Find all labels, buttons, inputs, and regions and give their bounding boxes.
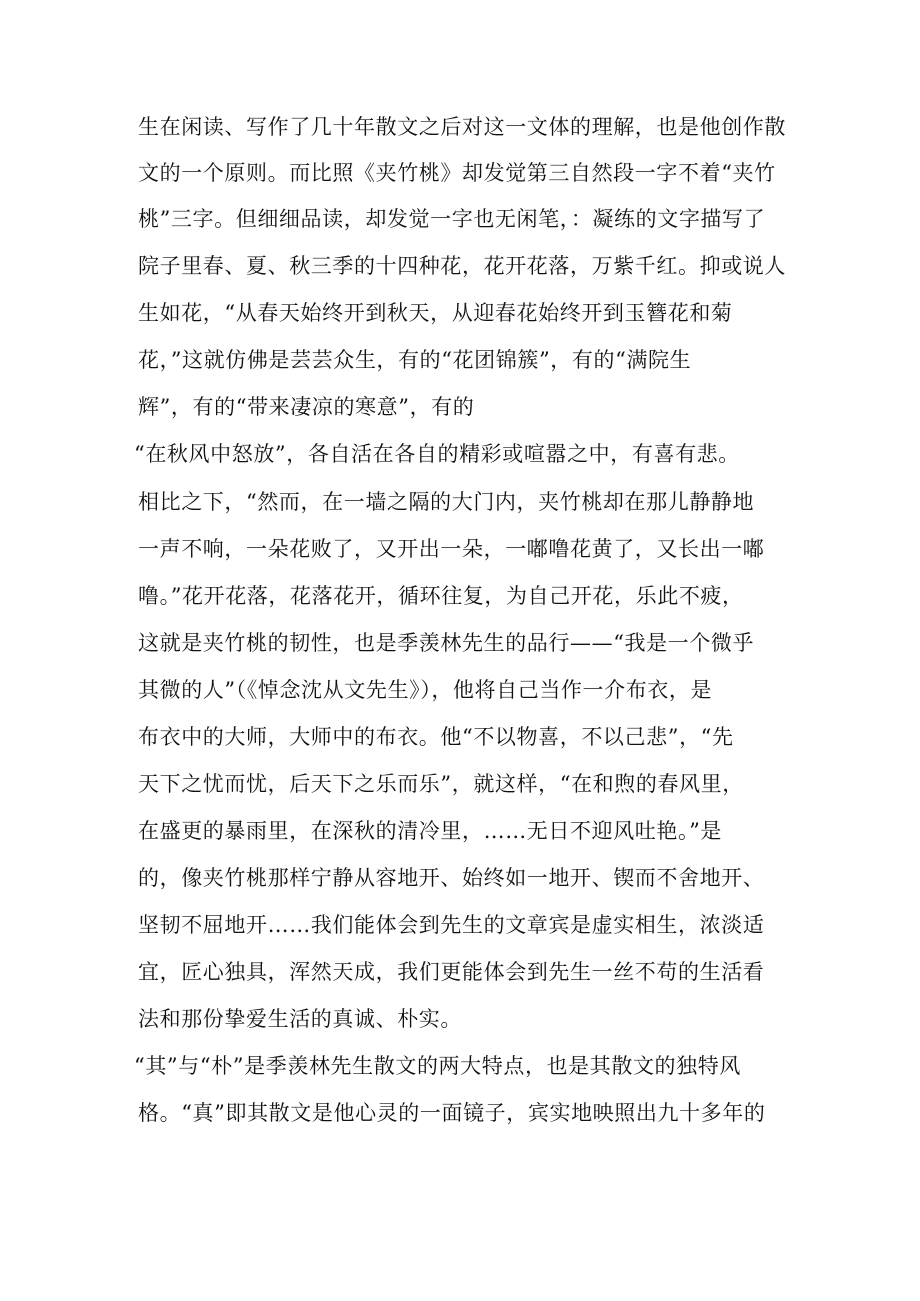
text-line: 生在闲读、写作了几十年散文之后对这一文体的理解，也是他创作散 [138,115,786,139]
text-line: 这就是夹竹桃的韧性，也是季羡林先生的品行——“我是一个微乎 [138,631,755,655]
text-line: 噜。”花开花落，花落花开，循环往复，为自己开花，乐此不疲， [138,584,744,608]
text-line: 花，”这就仿佛是芸芸众生，有的“花团锦簇”，有的“满院生 [138,348,692,372]
text-line: 布衣中的大师，大师中的布衣。他“不以物喜，不以己悲”，“先 [138,725,734,749]
text-line: 生如花，“从春天始终开到秋天，从迎春花始终开到玉簪花和菊 [138,301,733,325]
text-line: 其微的人”（《悼念沈从文先生》），他将自己当作一介布衣，是 [138,678,713,702]
text-line: 的，像夹竹桃那样宁静从容地开、始终如一地开、锲而不舍地开、 [138,866,765,890]
text-line: 院子里春、夏、秋三季的十四种花，花开花落，万紫千红。抑或说人 [138,254,786,278]
text-line: 文的一个原则。而比照《夹竹桃》却发觉第三自然段一字不着“夹竹 [138,161,776,185]
text-line: 桃”三字。但细细品读，却发觉一字也无闲笔，：凝练的文字描写了 [138,207,766,231]
text-line: 辉”，有的“带来凄凉的寒意”，有的 [138,395,475,419]
text-line: “在秋风中怒放”，各自活在各自的精彩或喧嚣之中，有喜有悲。 [134,442,740,466]
text-line: 格。“真”即其散文是他心灵的一面镜子，宾实地映照出九十多年的 [138,1101,766,1125]
text-line: 一声不响，一朵花败了，又开出一朵，一嘟噜花黄了，又长出一嘟 [138,537,765,561]
text-line: “其”与“朴”是季羡林先生散文的两大特点，也是其散文的独特风 [134,1054,741,1078]
text-line: 相比之下，“然而，在一墙之隔的大门内，夹竹桃却在那儿静静地 [138,490,755,514]
text-line: 宜，匠心独具，浑然天成，我们更能体会到先生一丝不苟的生活看 [138,960,765,984]
text-line: 在盛更的暴雨里，在深秋的清冷里，……无日不迎风吐艳。”是 [138,819,723,843]
text-line: 天下之忧而忧，后天下之乐而乐”，就这样，“在和煦的春风里， [138,772,744,796]
text-line: 坚韧不屈地开……我们能体会到先生的文章宾是虚实相生，浓淡适 [138,913,765,937]
text-line: 法和那份挚爱生活的真诚、朴实。 [138,1007,462,1031]
